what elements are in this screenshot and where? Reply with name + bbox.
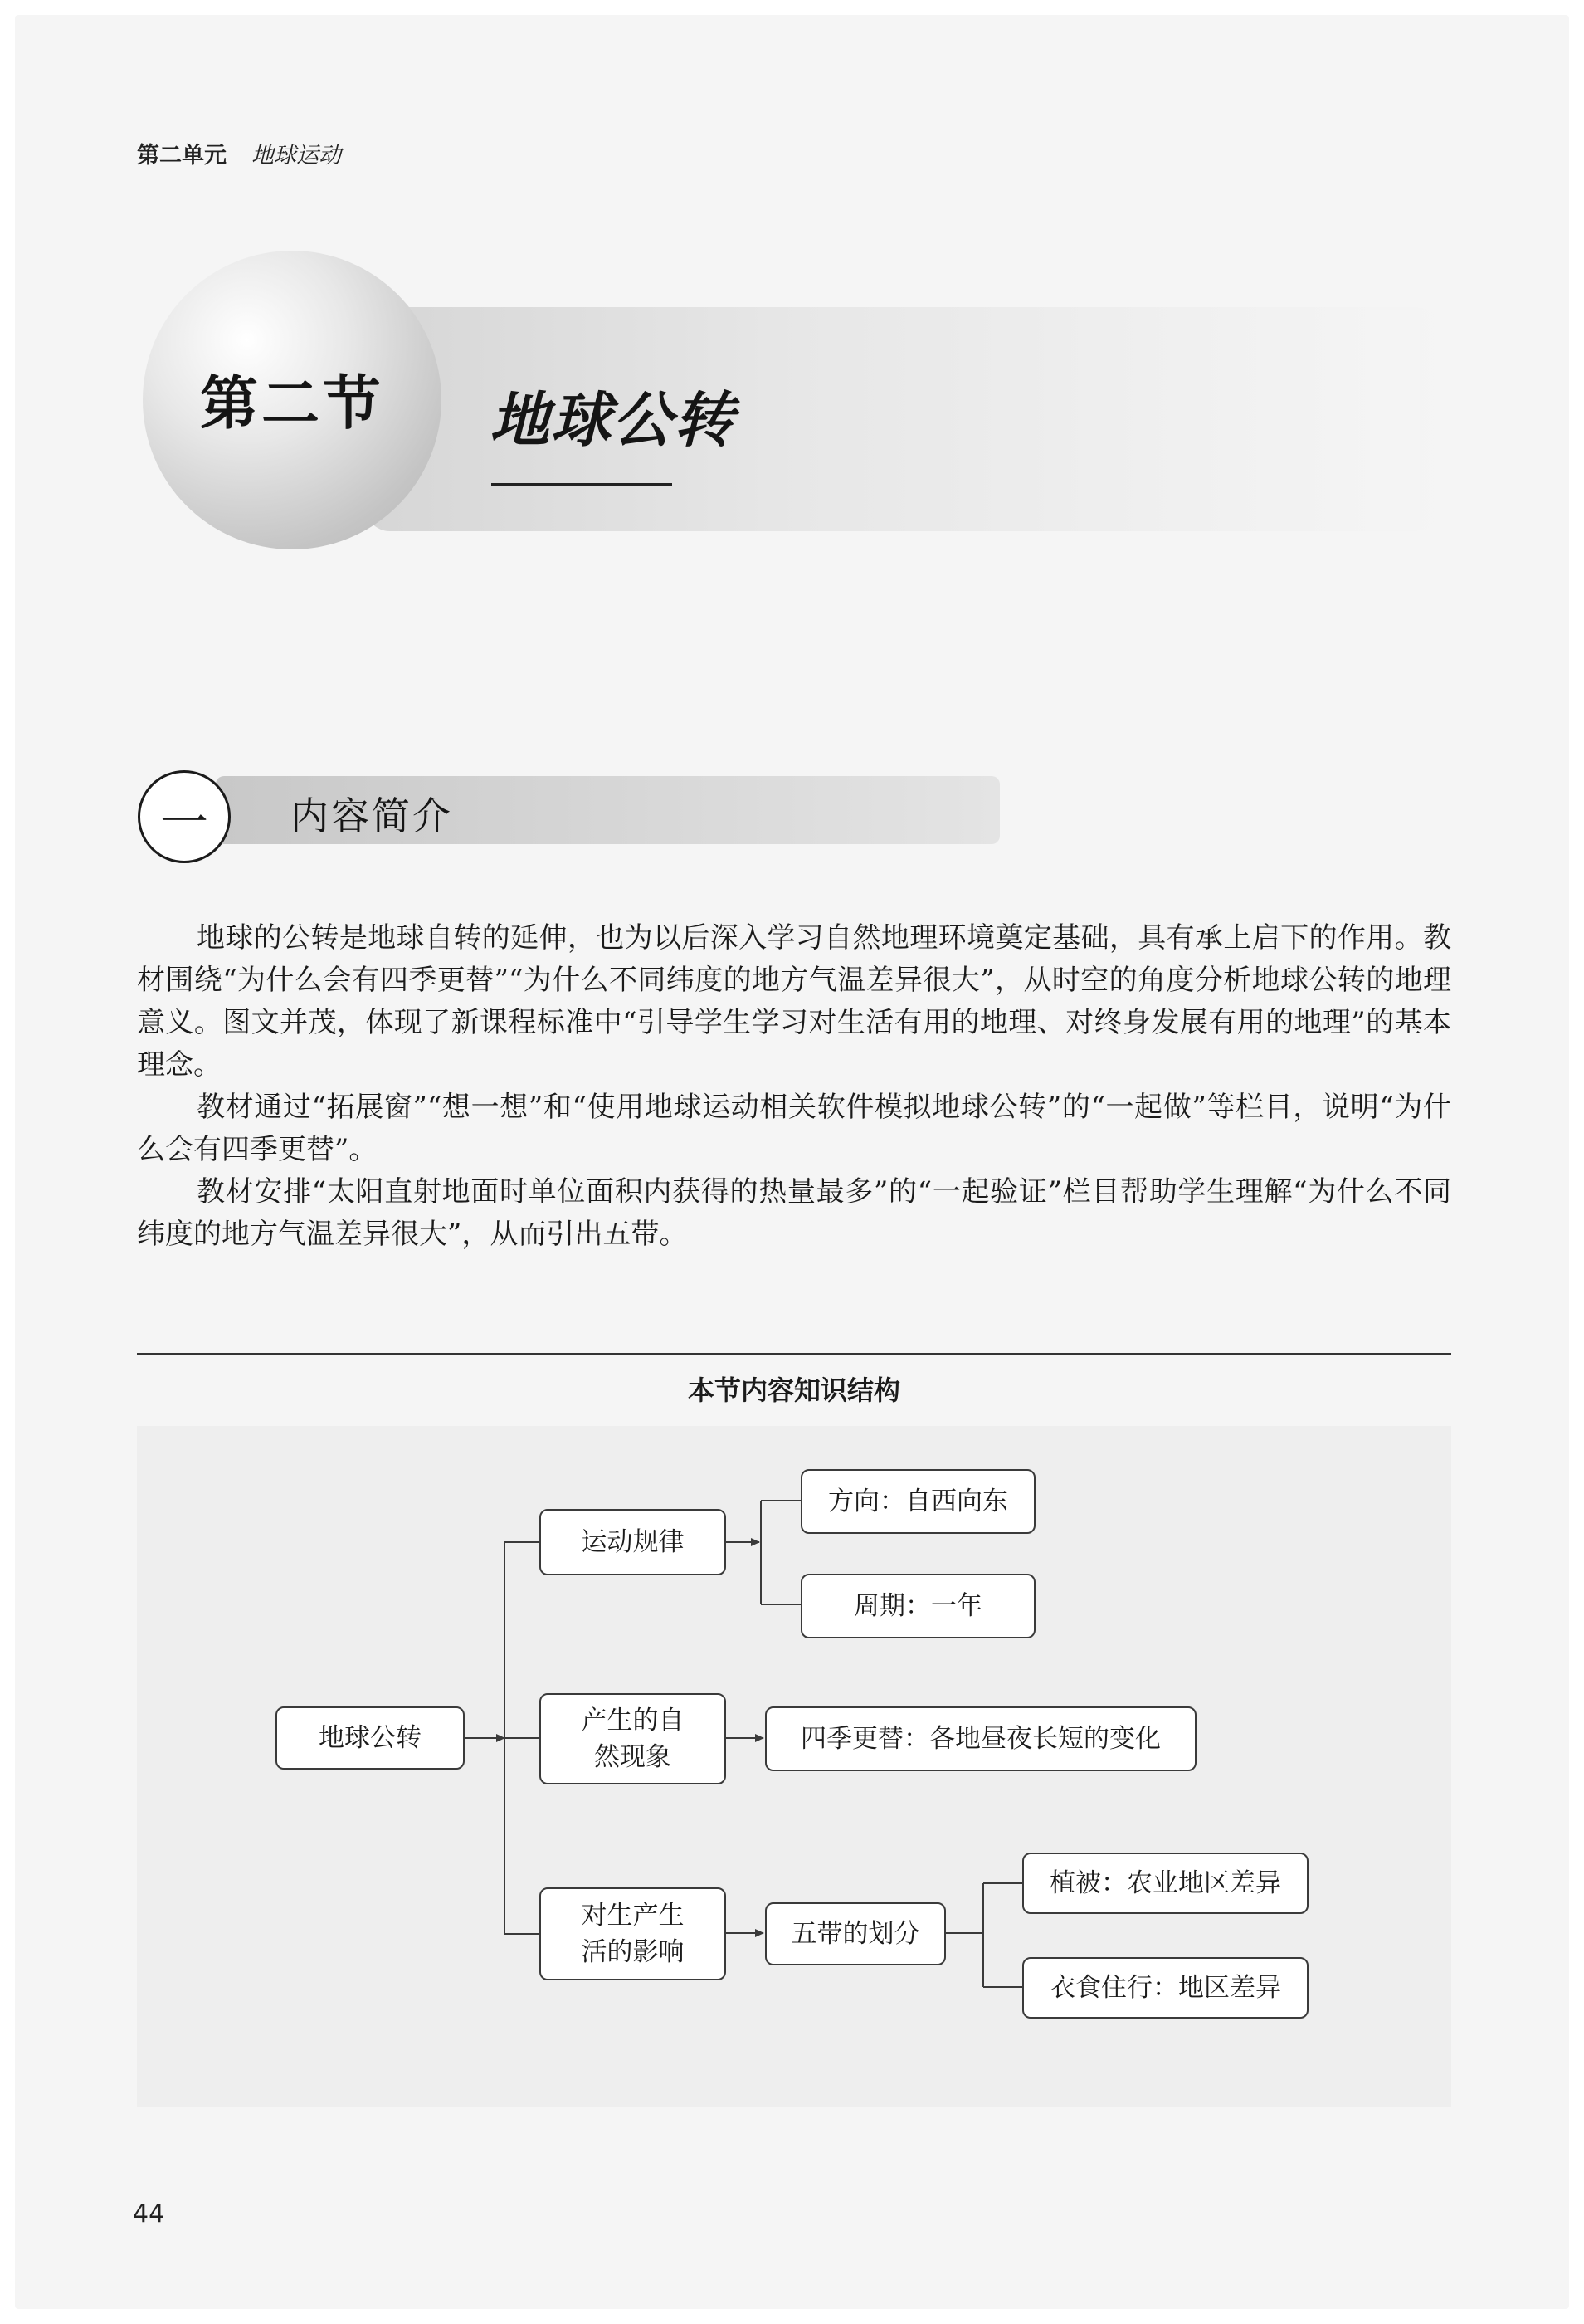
node-leaf: 周期：一年 <box>801 1574 1036 1638</box>
node-root: 地球公转 <box>275 1706 465 1770</box>
paragraph: 教材安排“太阳直射地面时单位面积内获得的热量最多”的“一起验证”栏目帮助学生理解“为什么不同纬度的地方气温差异很大”，从而引出五带。 <box>137 1175 1451 1251</box>
node-branch: 产生的自然现象 <box>539 1693 726 1784</box>
unit-label: 第二单元 <box>137 143 227 168</box>
unit-topic: 地球运动 <box>251 143 341 168</box>
paragraph: 地球的公转是地球自转的延伸，也为以后深入学习自然地理环境奠定基础，具有承上启下的作用。教材围绕“为什么会有四季更替”“为什么不同纬度的地方气温差异很大”，从时空的角度分析地球公转的地理意义。图文并茂，体现了新课程标准中“引导学生学习对生活有用的地理、对终身发展有用的地理”的基本理念。 <box>137 921 1451 1081</box>
section-number: 第二节 <box>200 369 384 437</box>
node-leaf: 方向：自西向东 <box>801 1469 1036 1534</box>
knowledge-structure-diagram <box>137 1426 1451 2107</box>
subsection-number: 一 <box>159 794 208 851</box>
intro-text <box>137 917 1451 1256</box>
node-leaf: 植被：农业地区差异 <box>1022 1853 1309 1914</box>
structure-title: 本节内容知识结构 <box>687 1374 900 1406</box>
node-branch: 运动规律 <box>539 1509 726 1575</box>
subsection-title: 内容简介 <box>290 793 453 838</box>
section-title: 地球公转 <box>490 385 736 455</box>
paragraph: 教材通过“拓展窗”“想一想”和“使用地球运动相关软件模拟地球公转”的“一起做”等栏目，说明“为什么会有四季更替”。 <box>137 1091 1451 1166</box>
page-number: 44 <box>133 2200 165 2229</box>
title-underline <box>491 483 672 486</box>
node-branch: 对生产生活的影响 <box>539 1887 726 1980</box>
node-leaf: 衣食住行：地区差异 <box>1022 1957 1309 2019</box>
divider <box>137 1353 1451 1355</box>
node-leaf: 五带的划分 <box>765 1902 946 1965</box>
running-header <box>137 137 341 169</box>
node-leaf: 四季更替：各地昼夜长短的变化 <box>765 1706 1197 1771</box>
